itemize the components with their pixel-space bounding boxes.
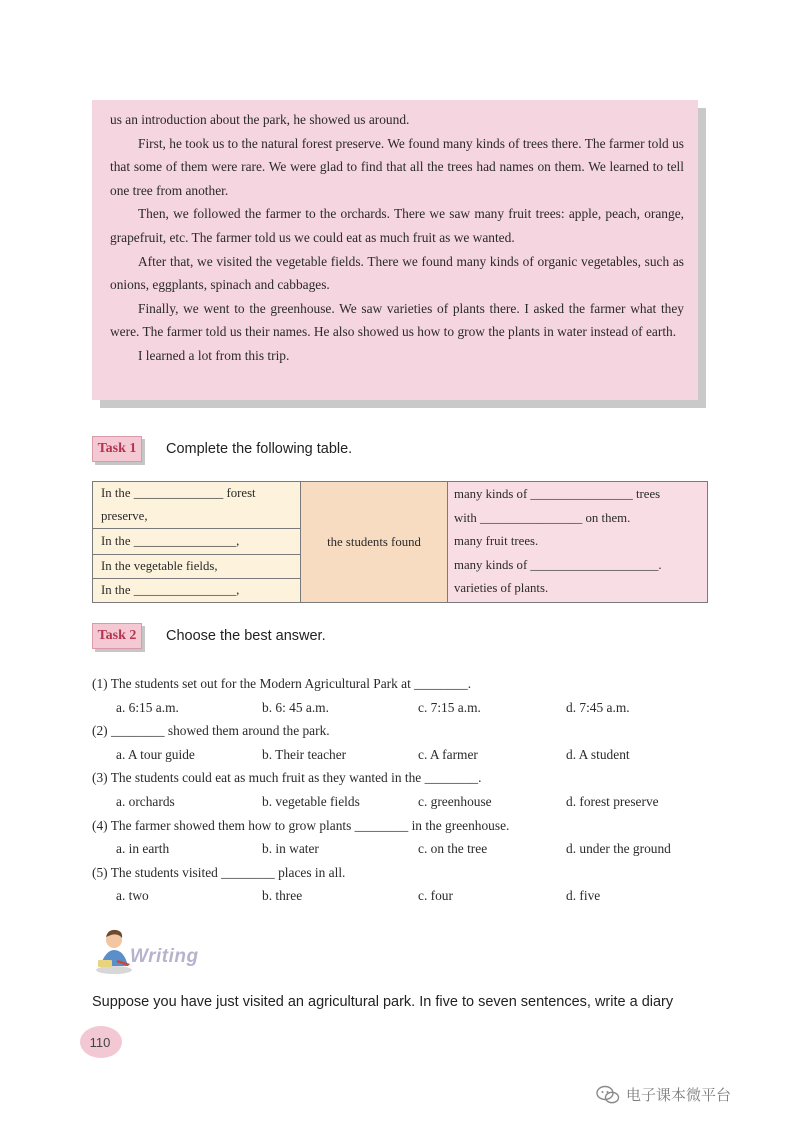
table-cell-findings	[448, 482, 708, 603]
paragraph-2: First, he took us to the natural forest preserve. We found many kinds of trees there. The farmer told us that some of them were rare. We were glad to find that all the trees had names on them. We learned to tell one tree from another.	[110, 135, 684, 198]
wechat-icon	[596, 1085, 620, 1105]
table-cell-orchards: In the ________________,	[93, 529, 301, 554]
finding-line-3: many fruit trees.	[454, 534, 539, 549]
question-2: (2) ________ showed them around the park.	[92, 723, 330, 739]
option-c: c. on the tree	[418, 841, 488, 857]
option-c: c. A farmer	[418, 746, 478, 762]
option-a: a. A tour guide	[116, 746, 195, 762]
option-d: d. forest preserve	[566, 793, 659, 809]
question-3-options	[92, 790, 712, 814]
question-5: (5) The students visited ________ places in all.	[92, 864, 346, 880]
option-b: b. 6: 45 a.m.	[262, 699, 329, 715]
option-c: c. greenhouse	[418, 793, 492, 809]
writing-header	[92, 920, 232, 976]
task2-header	[92, 623, 326, 649]
question-1: (1) The students set out for the Modern Agricultural Park at ________.	[92, 676, 472, 691]
task2-questions	[92, 672, 712, 908]
option-b: b. three	[262, 888, 303, 904]
finding-line-5: varieties of plants.	[454, 581, 549, 596]
finding-line-2: with ________________ on them.	[454, 510, 631, 525]
reading-passage	[92, 100, 698, 400]
question-5-options	[92, 884, 712, 908]
table-cell-forest: In the ______________ forest preserve,	[93, 482, 301, 529]
option-d: d. five	[566, 888, 601, 904]
option-d: d. under the ground	[566, 841, 671, 857]
option-a: a. in earth	[116, 841, 170, 857]
task1-header	[92, 436, 352, 462]
option-d: d. A student	[566, 746, 630, 762]
option-a: a. 6:15 a.m.	[116, 699, 179, 715]
option-b: b. Their teacher	[262, 746, 347, 762]
watermark	[596, 1084, 731, 1105]
option-d: d. 7:45 a.m.	[566, 699, 630, 715]
table-cell-greenhouse: In the ________________,	[93, 578, 301, 602]
finding-line-4: many kinds of ____________________.	[454, 557, 662, 572]
option-c: c. four	[418, 888, 453, 904]
question-1-options	[92, 696, 712, 720]
page-number: 110	[80, 1026, 122, 1058]
question-4-options	[92, 837, 712, 861]
question-2-options	[92, 743, 712, 767]
question-3: (3) The students could eat as much fruit as they wanted in the ________.	[92, 770, 482, 786]
option-b: b. in water	[262, 841, 319, 857]
option-c: c. 7:15 a.m.	[418, 699, 481, 715]
paragraph-6: I learned a lot from this trip.	[138, 347, 290, 363]
paragraph-1: us an introduction about the park, he showed us around.	[110, 112, 410, 127]
task2-badge: Task 2	[92, 623, 142, 649]
task1-table	[92, 481, 708, 603]
paragraph-3: Then, we followed the farmer to the orchards. There we saw many fruit trees: apple, peach, orange, grapefruit, etc. The farmer told us we could eat as much fruit as we wanted.	[110, 206, 684, 245]
paragraph-4: After that, we visited the vegetable fields. There we found many kinds of organic vegetables, such as onions, eggplants, spinach and cabbages.	[110, 253, 684, 293]
writing-prompt: Suppose you have just visited an agricultural park. In five to seven sentences, write a diary	[92, 994, 674, 1010]
task2-instruction: Choose the best answer.	[166, 628, 326, 644]
writing-title: Writing	[130, 946, 199, 967]
table-cell-students-found: the students found	[301, 482, 448, 603]
table-cell-vegetable-fields: In the vegetable fields,	[93, 554, 301, 578]
finding-line-1: many kinds of ________________ trees	[454, 487, 661, 502]
option-a: a. orchards	[116, 793, 175, 809]
task1-instruction: Complete the following table.	[166, 441, 353, 457]
option-b: b. vegetable fields	[262, 793, 360, 809]
task1-badge: Task 1	[92, 436, 142, 462]
watermark-text: 电子课本微平台	[626, 1086, 732, 1104]
question-4: (4) The farmer showed them how to grow plants ________ in the greenhouse.	[92, 817, 510, 833]
option-a: a. two	[116, 888, 149, 904]
paragraph-5: Finally, we went to the greenhouse. We saw varieties of plants there. I asked the farmer what they were. The farmer told us their names. He also showed us how to grow the plants in water instead of earth.	[110, 300, 684, 340]
